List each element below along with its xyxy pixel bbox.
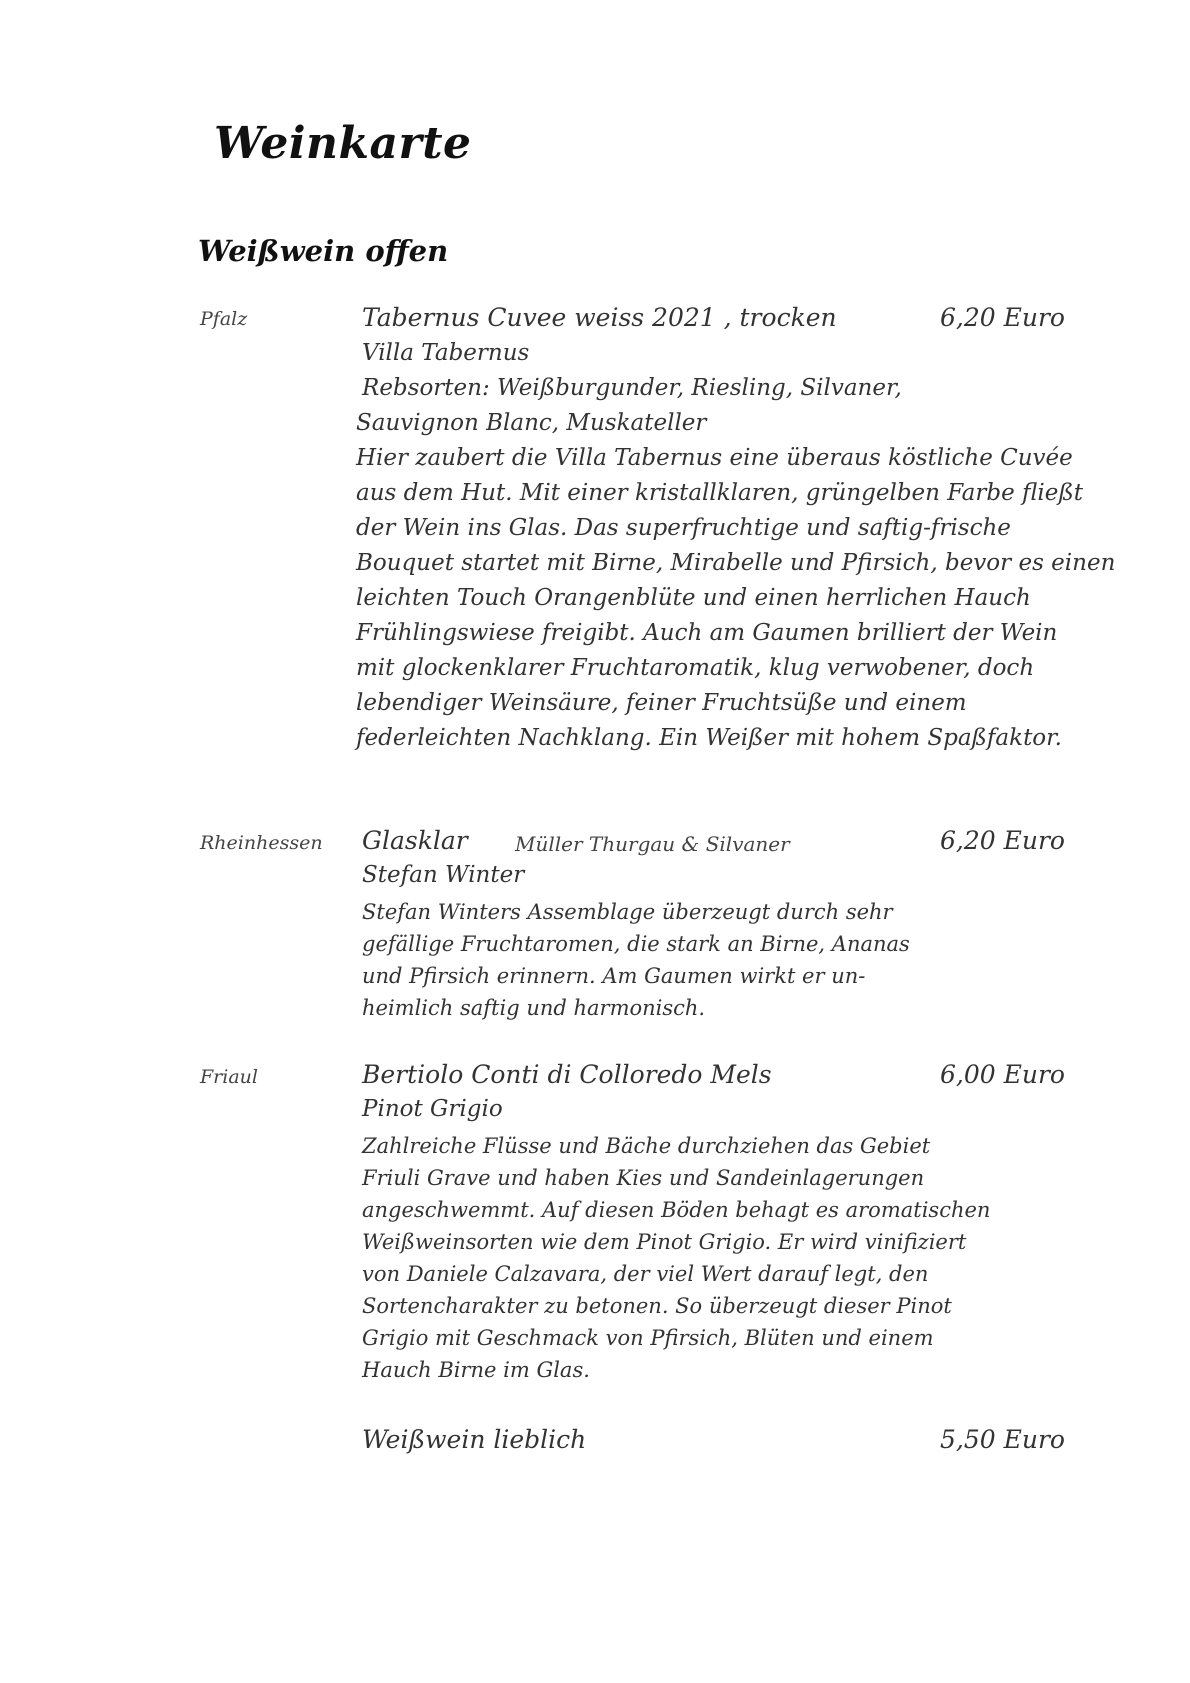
wine-producer: Pinot Grigio (362, 1096, 503, 1122)
description-line: Sortencharakter zu betonen. So überzeugt dieser Pinot (362, 1294, 952, 1318)
description-line: Hauch Birne im Glas. (362, 1358, 590, 1382)
description-line: Grigio mit Geschmack von Pfirsich, Blüten und einem (362, 1326, 934, 1350)
description-line: leichten Touch Orangenblüte und einen herrlichen Hauch (356, 585, 1031, 611)
description-line: Weißweinsorten wie dem Pinot Grigio. Er wird vinifiziert (362, 1230, 967, 1254)
wine-price: 5,50 Euro (940, 1425, 1065, 1454)
wine-producer: Stefan Winter (362, 862, 525, 888)
description-line: Frühlingswiese freigibt. Auch am Gaumen brilliert der Wein (356, 620, 1058, 646)
description-line: Rebsorten: Weißburgunder, Riesling, Silvaner, (362, 375, 902, 401)
wine-name: Bertiolo Conti di Colloredo Mels (362, 1060, 772, 1089)
description-line: der Wein ins Glas. Das superfruchtige und saftig-frische (356, 515, 1011, 541)
description-line: federleichten Nachklang. Ein Weißer mit hohem Spaßfaktor. (356, 725, 1062, 751)
description-line: gefällige Fruchtaromen, die stark an Birne, Ananas (362, 932, 910, 956)
description-line: aus dem Hut. Mit einer kristallklaren, grüngelben Farbe fließt (356, 480, 1083, 506)
description-line: lebendiger Weinsäure, feiner Fruchtsüße und einem (356, 690, 967, 716)
wine-grapes: Müller Thurgau & Silvaner (515, 832, 790, 856)
page-title: Weinkarte (214, 118, 472, 169)
description-line: mit glockenklarer Fruchtaromatik, klug verwobener, doch (356, 655, 1035, 681)
description-line: von Daniele Calzavara, der viel Wert darauf legt, den (362, 1262, 929, 1286)
wine-price: 6,20 Euro (940, 826, 1065, 855)
wine-name: Glasklar (362, 826, 468, 855)
description-line: und Pfirsich erinnern. Am Gaumen wirkt er un- (362, 964, 866, 988)
description-line: Sauvignon Blanc, Muskateller (356, 410, 707, 436)
region-label: Rheinhessen (200, 832, 323, 854)
description-line: Bouquet startet mit Birne, Mirabelle und Pfirsich, bevor es einen (356, 550, 1116, 576)
description-line: heimlich saftig und harmonisch. (362, 996, 706, 1020)
region-label: Pfalz (200, 308, 248, 330)
wine-price: 6,20 Euro (940, 303, 1065, 332)
description-line: angeschwemmt. Auf diesen Böden behagt es aromatischen (362, 1198, 991, 1222)
wine-name: Weißwein lieblich (362, 1425, 587, 1454)
description-line: Zahlreiche Flüsse und Bäche durchziehen das Gebiet (362, 1134, 931, 1158)
wine-price: 6,00 Euro (940, 1060, 1065, 1089)
wine-name: Tabernus Cuvee weiss 2021 , trocken (362, 303, 837, 332)
description-line: Stefan Winters Assemblage überzeugt durch sehr (362, 900, 893, 924)
section-title: Weißwein offen (198, 234, 449, 268)
description-line: Hier zaubert die Villa Tabernus eine überaus köstliche Cuvée (356, 445, 1073, 471)
wine-producer: Villa Tabernus (362, 340, 530, 366)
description-line: Friuli Grave und haben Kies und Sandeinlagerungen (362, 1166, 925, 1190)
region-label: Friaul (200, 1066, 258, 1088)
